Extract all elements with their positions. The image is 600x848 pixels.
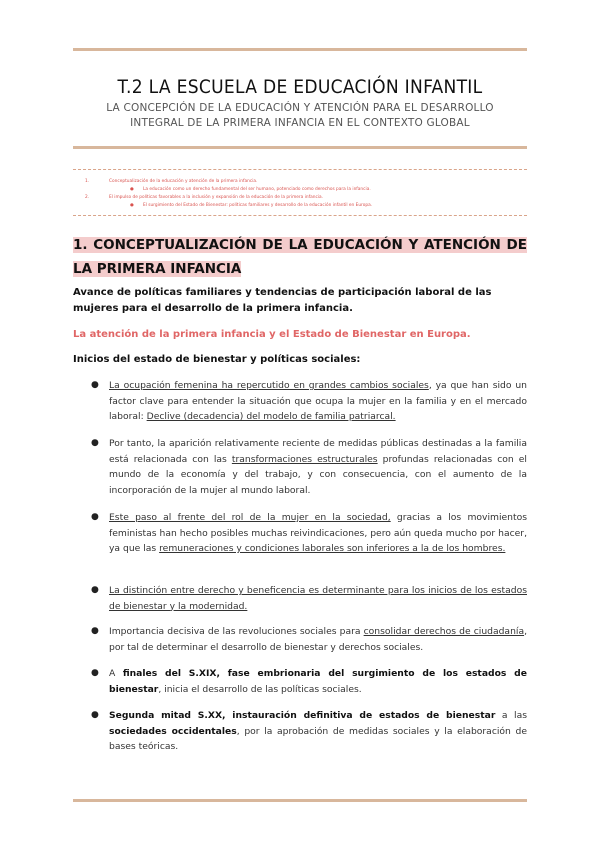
bullet-dot-icon: ● — [91, 668, 99, 678]
toc-item-2-number: 2. — [85, 195, 90, 200]
toc-item-2-label: El impulso de políticas favorables a la inclusión y expansión de la educación de la primera infancia. — [109, 195, 324, 200]
bullet-item: ● Este paso al frente del rol de la mujer en la sociedad, gracias a los movimientos feministas han hecho posibles muchas reivindicaciones, pero aún queda mucho por hacer, ya que las remuneraciones y condiciones laborales son inferiores a la de los hombres. — [91, 512, 527, 554]
bullet-item: ● A finales del S.XIX, fase embrionaria del surgimiento de los estados de bienestar, inicia el desarrollo de las políticas sociales. — [91, 668, 527, 695]
bold-subheading: Inicios del estado de bienestar y políticas sociales: — [73, 354, 361, 365]
bullet-item: ● Segunda mitad S.XX, instauración definitiva de estados de bienestar a las sociedades occidentales, por la aprobación de medidas sociales y la elaboración de bases teóricas. — [91, 710, 527, 752]
toc-subitem-2-bullet: ● — [130, 203, 134, 208]
page-title: T.2 LA ESCUELA DE EDUCACIÓN INFANTIL — [117, 76, 483, 98]
red-subheading: La atención de la primera infancia y el Estado de Bienestar en Europa. — [73, 329, 471, 340]
toc-bottom-divider — [73, 215, 527, 216]
bullet-dot-icon: ● — [91, 380, 99, 390]
section-heading — [73, 233, 527, 281]
header-bottom-rule — [73, 146, 527, 149]
toc-top-divider — [73, 169, 527, 170]
bullet-dot-icon: ● — [91, 626, 99, 636]
toc-subitem-1-bullet: ● — [130, 187, 134, 192]
bullet-dot-icon: ● — [91, 710, 99, 720]
page-subtitle: LA CONCEPCIÓN DE LA EDUCACIÓN Y ATENCIÓN PARA EL DESARROLLO INTEGRAL DE LA PRIMERA INFANCIA EN EL CONTEXTO GLOBAL — [106, 102, 494, 129]
bullet-dot-icon: ● — [91, 438, 99, 448]
bullet-item: ● La distinción entre derecho y beneficencia es determinante para los inicios de los estados de bienestar y la modernidad. — [91, 585, 527, 612]
section-lead: Avance de políticas familiares y tendencias de participación laboral de las mujeres para el desarrollo de la primera infancia. — [73, 287, 492, 314]
section-heading-text: 1. CONCEPTUALIZACIÓN DE LA EDUCACIÓN Y ATENCIÓN DE LA PRIMERA INFANCIA — [73, 237, 527, 277]
bullet-item: ● Importancia decisiva de las revoluciones sociales para consolidar derechos de ciudadanía, por tal de determinar el desarrollo de bienestar y derechos sociales. — [91, 626, 527, 653]
bullet-item: ● Por tanto, la aparición relativamente reciente de medidas públicas destinadas a la familia está relacionada con las transformaciones estructurales profundas relacionadas con el mundo de la economía y del trabajo, y con consecuencia, con el aumento de la incorporación de la mujer al mundo laboral. — [91, 438, 527, 496]
toc-item-1-number: 1. — [85, 179, 90, 184]
toc-subitem-1-label: La educación como un derecho fundamental del ser humano, potenciado como derechos para la infancia. — [143, 187, 371, 192]
bullet-item: ● La ocupación femenina ha repercutido en grandes cambios sociales, ya que han sido un factor clave para entender la situación que ocupa la mujer en la familia y en el mercado laboral: Declive (decadencia) del modelo de familia patriarcal. — [91, 380, 527, 422]
bullet-dot-icon: ● — [91, 585, 99, 595]
bottom-rule — [73, 799, 527, 802]
bullet-dot-icon: ● — [91, 512, 99, 522]
toc-subitem-2-label: El surgimiento del Estado de Bienestar: políticas familiares y desarrollo de la educación infantil en Europa. — [143, 203, 373, 208]
toc-item-1-label: Conceptualización de la educación y atención de la primera infancia. — [109, 179, 258, 184]
top-rule — [73, 48, 527, 51]
